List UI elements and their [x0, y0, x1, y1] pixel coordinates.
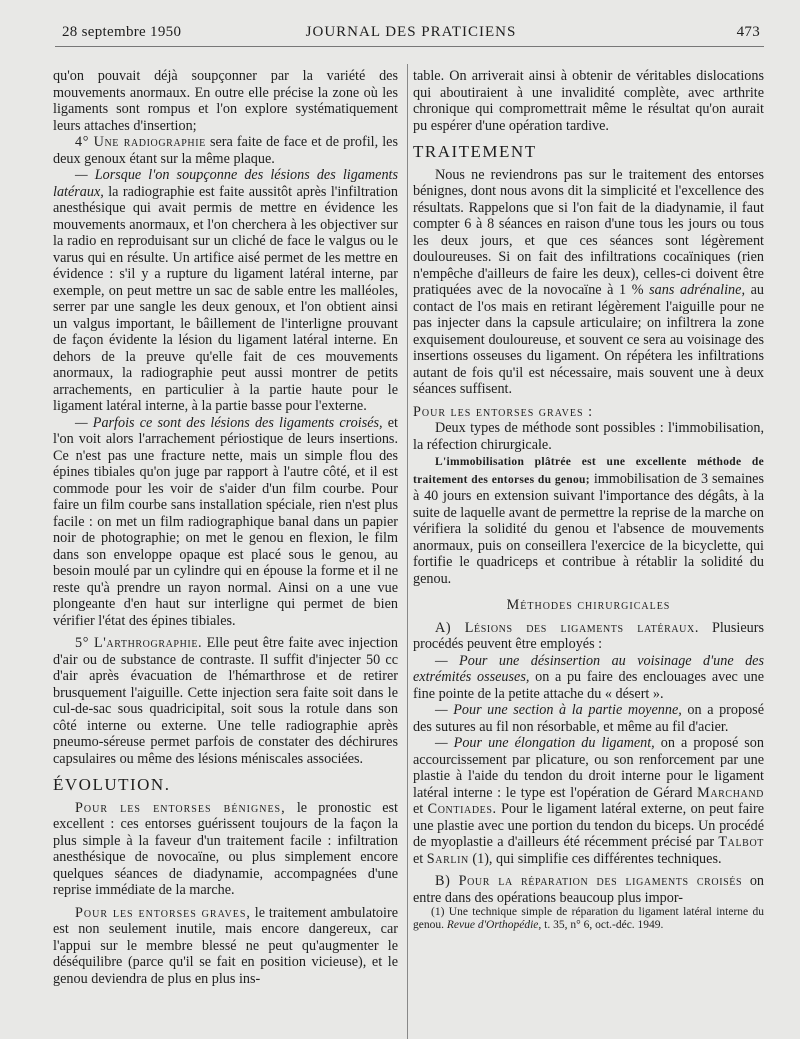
paragraph: Pour les entorses bénignes, le pronostic est excellent : ces entorses guérissent toujours de la façon la plus simple à la faveur d'un traitement facile : infiltration anesthésique de novocaïne, ou plus simplement encore quelques séances de diadynamie, accompagnées d'une reprise immédiate de la marche. [53, 799, 398, 898]
header-date: 28 septembre 1950 [62, 24, 182, 40]
journal-title: JOURNAL DES PRATICIENS [305, 24, 517, 40]
header-rule [55, 46, 764, 47]
section-title-methodes: Méthodes chirurgicales [506, 597, 671, 613]
item-lead: Pour les entorses bénignes, [75, 799, 286, 816]
paragraph: Deux types de méthode sont possibles : l'immobilisation, la réfection chirurgicale. [413, 420, 764, 453]
item-lead: — Parfois ce sont des lésions des ligaments croisés, [75, 414, 383, 431]
section-title-evolution: ÉVOLUTION. [53, 775, 171, 794]
section-title-traitement: TRAITEMENT [413, 142, 537, 161]
item-lead: 4° Une radiographie [75, 134, 206, 150]
item-lead: Pour les entorses graves, [75, 904, 251, 921]
paragraph: — Pour une élongation du ligament, on a proposé son accourcissement par plicature, ou son renforcement par une plastie à l'aide du tendon du droit interne pour le ligament latéral interne : le type est l'opération de Gérard Marchand et Contiades. Pour le ligament latéral externe, on peut faire une plastie avec une portion du tendon du biceps. Un procédé de myoplastie a d'ailleurs été récemment précisé par Talbot et Sarlin (1), qui simplifie ces différentes techniques. [413, 735, 764, 867]
paragraph: qu'on pouvait déjà soupçonner par la variété des mouvements anormaux. En outre elle précise la zone où les ligaments sont rompus et l'on explore systématiquement leurs attaches d'insertion; [53, 68, 398, 134]
paragraph: 5° L'arthrographie. Elle peut être faite avec injection d'air ou de substance de contraste. Il suffit d'injecter 50 cc d'air après évacuation de l'hémarthrose et de retirer brusquement l'aiguille. Cette injection sera faite soit dans le cul-de-sac sous quadricipital, soit sous la rotule dans son côté interne ou externe. Une telle radiographie après pneumo-séreuse permet parfois de constater des déchirures capsulaires ou même des lésions méniscales associées. [53, 635, 398, 767]
paragraph: B) Pour la réparation des ligaments croisés on entre dans des opérations beaucoup plus impor- [413, 873, 765, 906]
paragraph: — Parfois ce sont des lésions des ligaments croisés, et l'on voit alors l'arrachement périostique de leurs insertions. Ce n'est pas une fracture nette, mais un simple flou des épines tibiales qu'on juge par rapport à l'autre côté, et il est commode pour les voir de s'aider d'un film courbe. Pour faire un film courbe sans installation spéciale, rien n'est plus facile : on met un film radiographique banal dans un papier noir de photographie; on met le genou en flexion, le film dans son enveloppe opaque est placé sous le genou, au besoin moulé par un cylindre qui en épouse la forme et il ne reste qu'à prendre un rayon normal. Ainsi on a une vue plongeante d'en haut sur interligne qui permet de bien vérifier l'état des épines tibiales. [53, 414, 398, 629]
column-divider [407, 64, 408, 1039]
left-column [53, 68, 398, 987]
paragraph: 4° Une radiographie sera faite de face et de profil, les deux genoux étant sur la même plaque. [53, 134, 398, 167]
item-lead: B) Pour la réparation des ligaments croisés [435, 873, 743, 889]
paragraph: Pour les entorses graves, le traitement ambulatoire est non seulement inutile, mais encore dangereux, car l'appui sur le membre blessé ne peut qu'augmenter le déséquilibre (parce qu'il se fait en position vicieuse), et le genou deviendra de plus en plus ins- [53, 904, 398, 987]
bold-lead: L'immobilisation plâtrée est une excellente méthode de traitement des entorses du genou; [413, 456, 764, 486]
running-header [62, 20, 760, 44]
paragraph: — Lorsque l'on soupçonne des lésions des ligaments latéraux, la radiographie est faite aussitôt après l'infiltration anesthésique qui avait permis de mettre en évidence les mouvements anormaux, et l'on cherchera à les objectiver sur la radio en reproduisant sur un cliché de face le valgus ou le varus qui en résulte. Un artifice aisé permet de les mettre en évidence : s'il y a rupture du ligament latéral interne, par exemple, on peut mettre un sac de sable entre les malléoles, serrer par une sangle les deux genoux, et l'on obtient ainsi un valgus important, le bâillement de l'interligne prouvant de façon évidente la lésion du ligament latéral interne. En dehors de la preuve qu'elle fait de ces mouvements anormaux, la radiographie peut aussi montrer de petits arrachements, en particulier à la partie haute pour le ligament latéral interne, à la partie basse pour l'externe. [53, 167, 398, 414]
footnote: (1) Une technique simple de réparation du ligament latéral interne du genou. Revue d'Orthopédie, t. 35, n° 6, oct.-déc. 1949. [413, 906, 764, 931]
paragraph: — Pour une section à la partie moyenne, on a proposé des sutures au fil non résorbable, et même au fil d'acier. [413, 702, 764, 735]
paragraph: L'immobilisation plâtrée est une excellente méthode de traitement des entorses du genou; immobilisation de 3 semaines à 40 jours en extension suivant l'importance des dégâts, à la suite de laquelle avant de permettre la reprise de la marche on vérifiera la solidité du genou et l'absence de mouvements anormaux, puis on conseillera l'exercice de la bicyclette, qui fortifie le quadriceps et contribue à rétablir la solidité du genou. [413, 456, 765, 587]
item-lead: — Lorsque l'on soupçonne des lésions des ligaments latéraux, [53, 167, 398, 200]
paragraph: — Pour une désinsertion au voisinage d'une des extrémités osseuses, on a pu faire des enclouages avec une fine pointe de la petite attache du « désert ». [413, 652, 764, 702]
paragraph: Nous ne reviendrons pas sur le traitement des entorses bénignes, dont nous avons dit la simplicité et l'excellence des résultats. Rappelons que si l'on fait de la diadynamie, il faut compter 6 à 8 séances en raison d'une tous les jours ou tous les deux jours, et que ces séances sont légèrement douloureuses. Si on fait des infiltrations cocaïniques (rien n'empêche d'ailleurs de faire les deux), celles-ci doivent être pratiquées avec de la novocaïne à 1 % sans adrénaline, au contact de l'os mais en retirant légèrement l'aiguille pour ne pas injecter dans la capsule articulaire; on infiltrera la zone exquisement douloureuse, et souvent ce sera au voisinage des insertions osseuses du ligament. On répétera les infiltrations autant de fois qu'il est nécessaire, mais souvent une à deux séances suffisent. [413, 166, 764, 397]
paragraph: table. On arriverait ainsi à obtenir de véritables dislocations qui aboutiraient à une invalidité complète, avec arthrite chronique qui compromettrait même le résultat qu'on aurait pu espérer d'une opération tardive. [413, 68, 764, 134]
page-number: 473 [736, 24, 760, 40]
item-lead: A) Lésions des ligaments latéraux. [435, 619, 699, 636]
subheading-entorses-graves: Pour les entorses graves : [413, 403, 594, 420]
right-column [413, 68, 764, 932]
item-lead: 5° L'arthrographie. [75, 635, 203, 651]
paragraph: A) Lésions des ligaments latéraux. Plusieurs procédés peuvent être employés : [413, 619, 764, 652]
